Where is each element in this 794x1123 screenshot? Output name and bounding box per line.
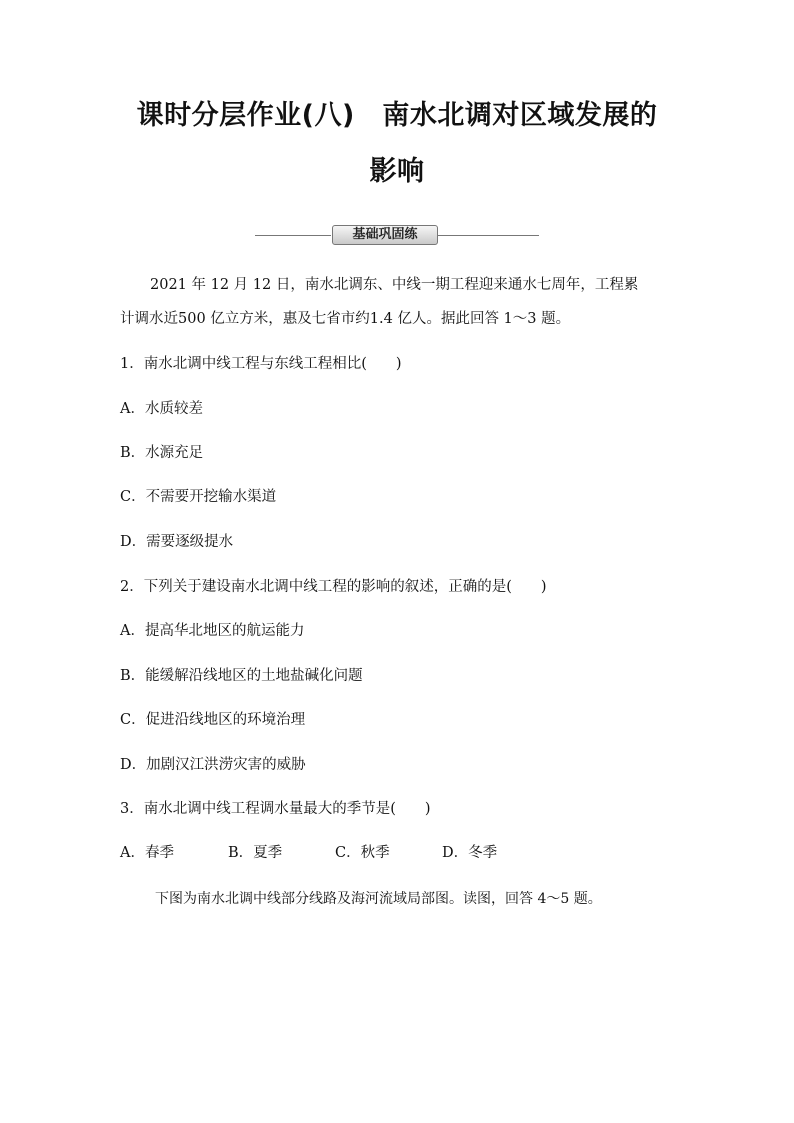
- question-3-option-a: A．春季: [120, 845, 174, 861]
- question-3-stem: 3．南水北调中线工程调水量最大的季节是( ): [120, 801, 431, 817]
- question-2-stem: 2．下列关于建设南水北调中线工程的影响的叙述，正确的是( ): [120, 579, 547, 595]
- intro-line-2: 计调水近500 亿立方米，惠及七省市约1.4 亿人。据此回答 1～3 题。: [120, 311, 571, 327]
- question-1-option-c: C．不需要开挖输水渠道: [120, 489, 277, 505]
- question-2-option-d: D．加剧汉江洪涝灾害的威胁: [120, 757, 306, 773]
- page-title-line-2: 影响: [369, 156, 425, 187]
- map-intro: 下图为南水北调中线部分线路及海河流域局部图。读图，回答 4～5 题。: [155, 891, 602, 907]
- page-title-line-1: 课时分层作业(八) 南水北调对区域发展的: [136, 100, 658, 131]
- question-1-option-b: B．水源充足: [120, 445, 204, 461]
- section-header: [255, 225, 539, 245]
- question-2-option-b: B．能缓解沿线地区的土地盐碱化问题: [120, 668, 363, 684]
- question-1-stem: 1．南水北调中线工程与东线工程相比( ): [120, 356, 402, 372]
- intro-line-1: 2021 年 12 月 12 日，南水北调东、中线一期工程迎来通水七周年，工程累: [150, 277, 639, 293]
- question-1-option-a: A．水质较差: [120, 401, 203, 417]
- section-divider-right: [437, 235, 539, 236]
- question-3-option-d: D．冬季: [442, 845, 498, 861]
- section-tag: 基础巩固练: [332, 225, 438, 245]
- question-1-option-d: D．需要逐级提水: [120, 534, 234, 550]
- question-3-option-c: C．秋季: [335, 845, 390, 861]
- question-3-option-b: B．夏季: [228, 845, 283, 861]
- question-2-option-c: C．促进沿线地区的环境治理: [120, 712, 306, 728]
- question-2-option-a: A．提高华北地区的航运能力: [120, 623, 305, 639]
- section-divider-left: [255, 235, 331, 236]
